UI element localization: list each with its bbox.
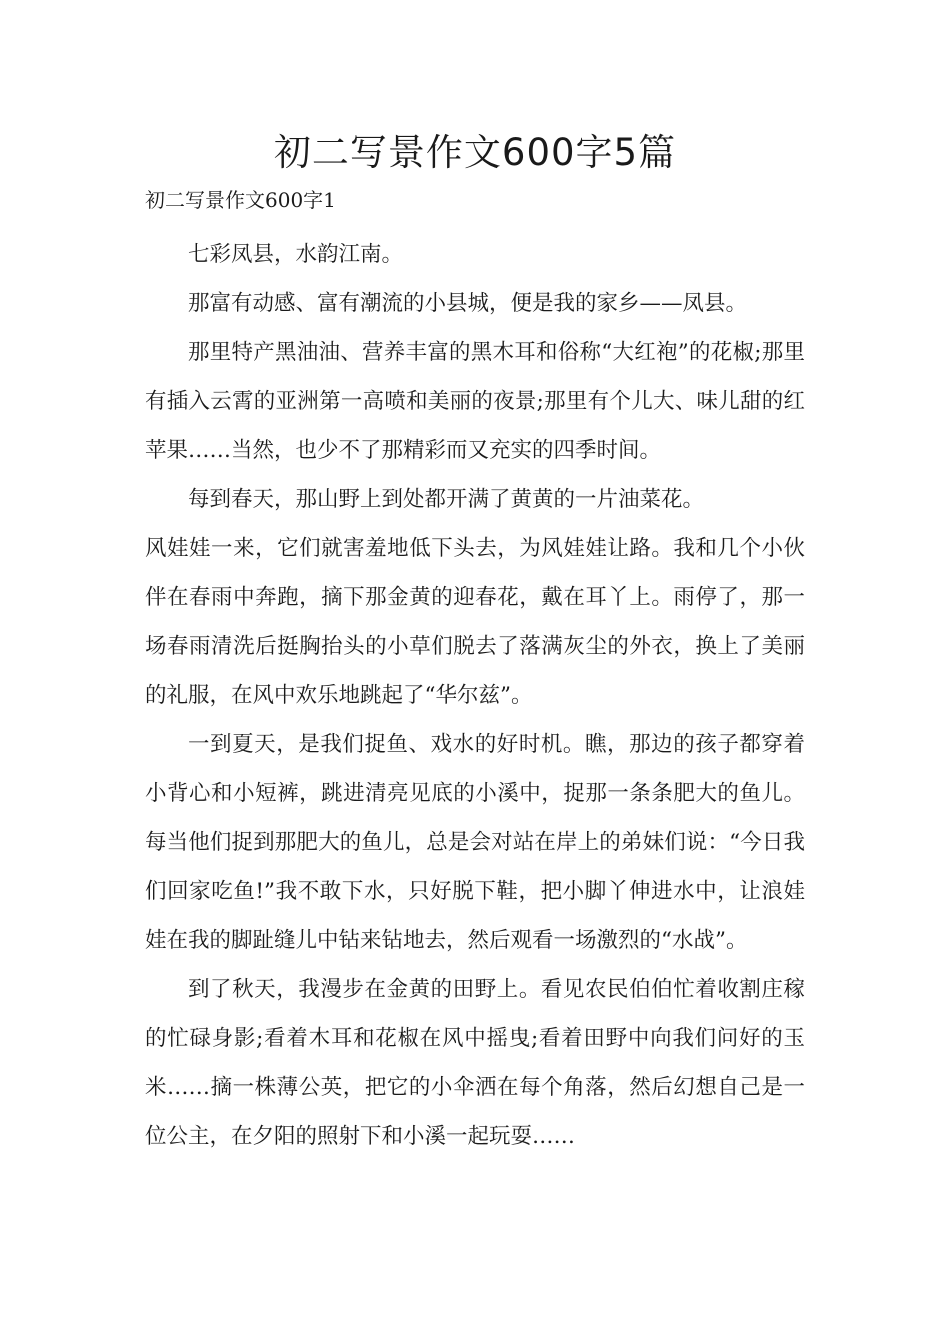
paragraph: 到了秋天，我漫步在金黄的田野上。看见农民伯伯忙着收割庄稼的忙碌身影;看着木耳和花椒在风中摇曳;看着田野中向我们问好的玉米……摘一株薄公英，把它的小伞洒在每个角落，然后幻想自己是一位公主，在夕阳的照射下和小溪一起玩耍…… [145,977,805,1149]
paragraph: 风娃娃一来，它们就害羞地低下头去，为风娃娃让路。我和几个小伙伴在春雨中奔跑，摘下那金黄的迎春花，戴在耳丫上。雨停了，那一场春雨清洗后挺胸抬头的小草们脱去了落满灰尘的外衣，换上了美丽的礼服，在风中欢乐地跳起了“华尔兹”。 [145,536,805,708]
paragraph: 那富有动感、富有潮流的小县城，便是我的家乡——凤县。 [188,291,748,316]
essay-body [145,230,805,1161]
paragraph: 一到夏天，是我们捉鱼、戏水的好时机。瞧，那边的孩子都穿着小背心和小短裤，跳进清亮见底的小溪中，捉那一条条肥大的鱼儿。每当他们捉到那肥大的鱼儿，总是会对站在岸上的弟妹们说：“今日我们回家吃鱼!”我不敢下水，只好脱下鞋，把小脚丫伸进水中，让浪娃娃在我的脚趾缝儿中钻来钻地去，然后观看一场激烈的“水战”。 [145,732,805,953]
paragraph: 那里特产黑油油、营养丰富的黑木耳和俗称“大红袍”的花椒;那里有插入云霄的亚洲第一高喷和美丽的夜景;那里有个儿大、味儿甜的红苹果……当然，也少不了那精彩而又充实的四季时间。 [145,340,805,463]
essay-heading: 初二写景作文600字1 [145,188,336,212]
paragraph: 七彩凤县，水韵江南。 [188,242,404,267]
paragraph: 每到春天，那山野上到处都开满了黄黄的一片油菜花。 [188,487,705,512]
document-title: 初二写景作文600字5篇 [273,131,677,174]
